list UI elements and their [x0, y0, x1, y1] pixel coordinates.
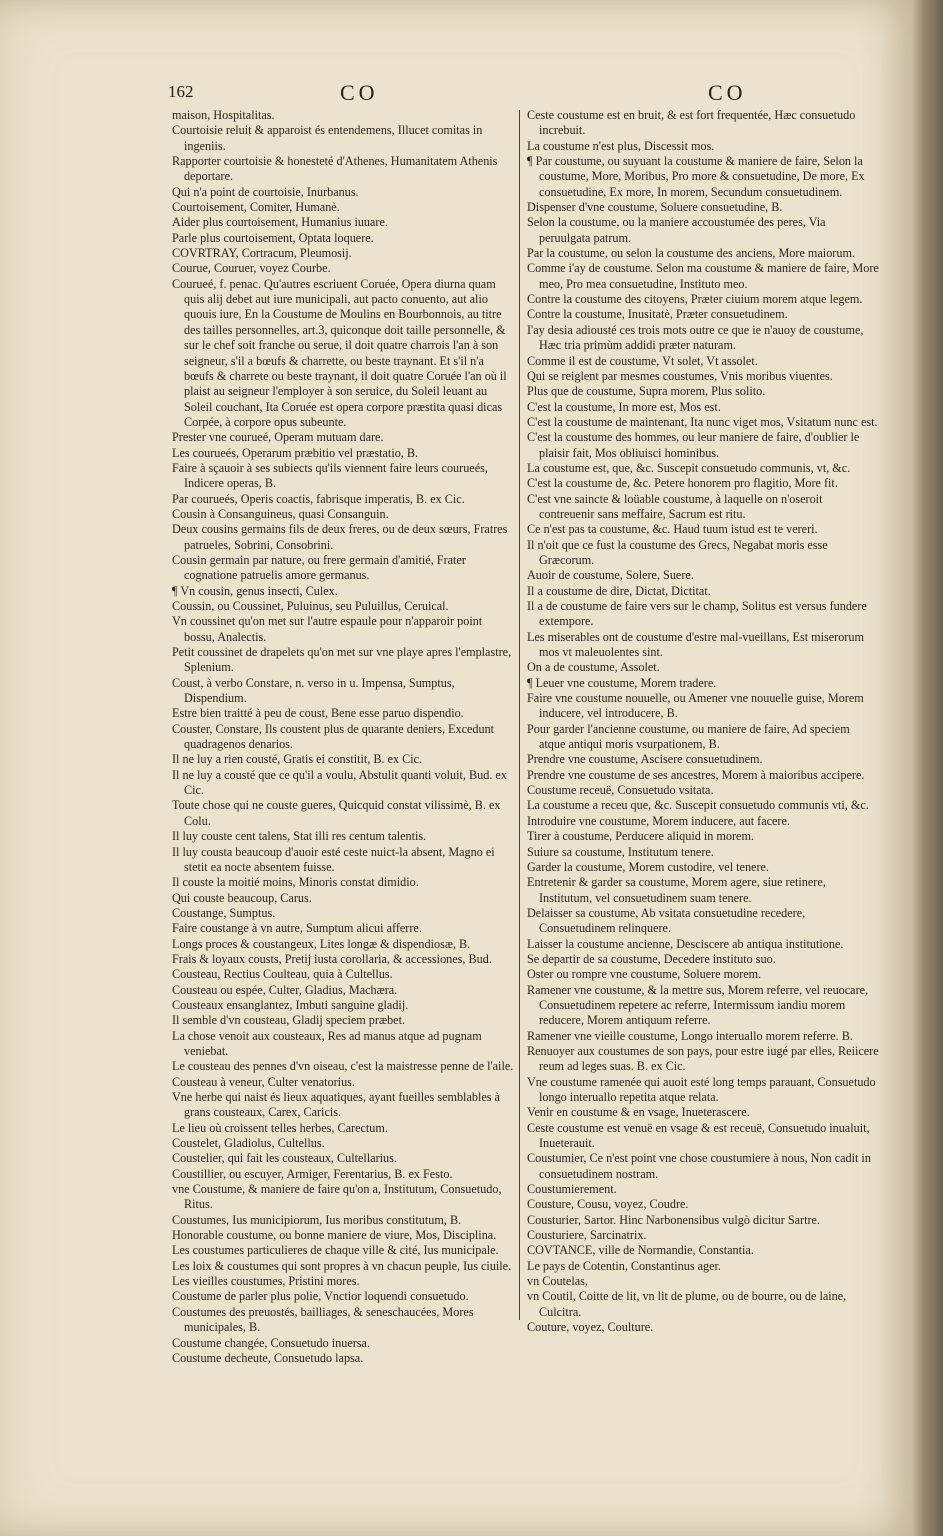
dictionary-entry: Cousin à Consanguineus, quasi Consanguin.	[172, 506, 389, 521]
dictionary-entry: Les vieilles coustumes, Pristini mores.	[172, 1274, 360, 1289]
dictionary-entry: Renuoyer aux coustumes de son pays, pour estre iugé par elles, Reiicere reum ad leges suas. B. ex Cic.	[527, 1043, 879, 1074]
dictionary-entry: Venir en coustume & en vsage, Inueterascere.	[527, 1105, 750, 1120]
dictionary-entry: Rapporter courtoisie & honesteté d'Athenes, Humanitatem Athenis deportare.	[172, 154, 498, 184]
page-header	[0, 82, 912, 110]
dictionary-entry: Cousin germain par nature, ou frere germain d'amitié, Frater cognatione patruelis amore germanus.	[172, 552, 466, 583]
dictionary-entry: Il semble d'vn cousteau, Gladij speciem præbet.	[172, 1013, 406, 1028]
dictionary-entry: Prendre vne coustume de ses ancestres, Morem à maioribus accipere.	[527, 767, 865, 782]
dictionary-entry: Il a de coustume de faire vers sur le champ, Solitus est versus fundere extempore.	[527, 599, 867, 629]
dictionary-entry: Faire à sçauoir à ses subiects qu'ils viennent faire leurs courueés, Indicere operas, B.	[172, 460, 488, 491]
dictionary-entry: Coustume receuë, Consuetudo vsitata.	[527, 783, 714, 798]
running-head-right: CO	[708, 80, 747, 105]
dictionary-entry: Courue, Couruer, voyez Courbe.	[172, 261, 331, 276]
dictionary-entry: Couture, voyez, Coulture.	[527, 1320, 654, 1335]
dictionary-entry: Cousteau ou espée, Culter, Gladius, Machæra.	[172, 982, 398, 997]
dictionary-entry: Ceste coustume est venuë en vsage & est receuë, Consuetudo inualuit, Inueterauit.	[527, 1120, 870, 1151]
dictionary-entry: Le cousteau des pennes d'vn oiseau, c'est la maistresse penne de l'aile.	[172, 1059, 514, 1074]
dictionary-entry: Oster ou rompre vne coustume, Soluere morem.	[527, 967, 762, 982]
dictionary-entry: Qui se reiglent par mesmes coustumes, Vnis moribus viuentes.	[527, 368, 833, 383]
dictionary-entry: Ce n'est pas ta coustume, &c. Haud tuum istud est te vereri.	[527, 522, 818, 537]
dictionary-entry: Ramener vne coustume, & la mettre sus, Morem referre, vel reuocare, Consuetudinem repetere ac referre, Intermissum iandiu morem reducere, Morem antiquum referre.	[527, 982, 869, 1028]
dictionary-entry: C'est la coustume, In more est, Mos est.	[527, 399, 721, 414]
dictionary-entry: Coustume de parler plus polie, Vnctior loquendi consuetudo.	[172, 1289, 469, 1304]
dictionary-entry: Les coustumes particulieres de chaque ville & cité, Ius municipale.	[172, 1243, 499, 1258]
dictionary-entry: La coustume n'est plus, Discessit mos.	[527, 138, 715, 153]
dictionary-entry: Par courueés, Operis coactis, fabrisque imperatis, B. ex Cic.	[172, 491, 465, 506]
dictionary-entry: Vne herbe qui naist és lieux aquatiques, ayant fueilles semblables à grans cousteaux, Carex, Caricis.	[172, 1090, 500, 1120]
right-column	[527, 108, 879, 1336]
dictionary-entry: ¶ Par coustume, ou suyuant la coustume & maniere de faire, Selon la coustume, More, Moribus, Pro more & consuetudine, De more, Ex consuetudine, Ex more, In morem, Secundum consuetudinem.	[527, 154, 865, 199]
dictionary-entry: Laisser la coustume ancienne, Desciscere ab antiqua institutione.	[527, 936, 844, 951]
dictionary-entry: Frais & loyaux cousts, Pretij iusta corollaria, & accessiones, Bud.	[172, 951, 492, 966]
dictionary-entry: Coustume decheute, Consuetudo lapsa.	[172, 1350, 364, 1365]
dictionary-entry: Qui n'a point de courtoisie, Inurbanus.	[172, 184, 359, 199]
dictionary-entry: Introduire vne coustume, Morem inducere, aut facere.	[527, 813, 790, 828]
column-divider	[519, 110, 520, 1320]
dictionary-entry: ¶ Leuer vne coustume, Morem tradere.	[527, 675, 717, 690]
dictionary-entry: vn Coutil, Coitte de lit, vn lit de plume, ou de bourre, ou de laine, Culcitra.	[527, 1289, 847, 1319]
dictionary-entry: La coustume a receu que, &c. Suscepit consuetudo communis vti, &c.	[527, 798, 869, 813]
dictionary-entry: Comme i'ay de coustume. Selon ma coustume & maniere de faire, More meo, Pro mea consuetudine, Instituto meo.	[527, 261, 879, 291]
dictionary-entry: Coustange, Sumptus.	[172, 905, 276, 920]
dictionary-entry: Prendre vne coustume, Ascisere consuetudinem.	[527, 752, 763, 767]
dictionary-entry: Delaisser sa coustume, Ab vsitata consuetudine recedere, Consuetudinem relinquere.	[527, 905, 806, 936]
dictionary-entry: vn Coutelas,	[527, 1274, 588, 1289]
dictionary-entry: Ceste coustume est en bruit, & est fort frequentée, Hæc consuetudo increbuit.	[527, 108, 856, 138]
dictionary-entry: Les loix & coustumes qui sont propres à vn chacun peuple, Ius ciuile.	[172, 1258, 512, 1273]
dictionary-entry: Courtoisement, Comiter, Humanè.	[172, 200, 340, 215]
dictionary-entry: Coust, à verbo Constare, n. verso in u. Impensa, Sumptus, Dispendium.	[172, 675, 455, 706]
dictionary-entry: Prester vne courueé, Operam mutuam dare.	[172, 430, 384, 445]
dictionary-entry: Coustumierement.	[527, 1182, 617, 1197]
dictionary-entry: I'ay desia adiousté ces trois mots outre ce que ie n'auoy de coustume, Hæc tria primùm addidi præter naturam.	[527, 322, 864, 353]
dictionary-entry: Tirer à coustume, Perducere aliquid in morem.	[527, 829, 754, 844]
dictionary-entry: Il couste la moitié moins, Minoris constat dimidio.	[172, 875, 419, 890]
dictionary-entry: Aider plus courtoisement, Humanius iuuare.	[172, 215, 388, 230]
dictionary-entry: Deux cousins germains fils de deux freres, ou de deux sœurs, Fratres patrueles, Sobrini, Consobrini.	[172, 522, 508, 552]
dictionary-entry: Honorable coustume, ou bonne maniere de viure, Mos, Disciplina.	[172, 1228, 497, 1243]
dictionary-entry: Longs proces & coustangeux, Lites longæ & dispendiosæ, B.	[172, 936, 471, 951]
dictionary-entry: COVRTRAY, Cortracum, Pleumosij.	[172, 246, 352, 261]
dictionary-entry: COVTANCE, ville de Normandie, Constantia.	[527, 1243, 754, 1258]
dictionary-entry: Parle plus courtoisement, Optata loquere.	[172, 230, 374, 245]
dictionary-entry: Il ne luy a rien cousté, Gratis ei constitit, B. ex Cic.	[172, 752, 423, 767]
dictionary-entry: Plus que de coustume, Supra morem, Plus solito.	[527, 384, 766, 399]
dictionary-entry: La coustume est, que, &c. Suscepit consuetudo communis, vt, &c.	[527, 460, 851, 475]
dictionary-entry: Cousteau, Rectius Coulteau, quia à Cultellus.	[172, 967, 393, 982]
dictionary-entry: La chose venoit aux cousteaux, Res ad manus atque ad pugnam veniebat.	[172, 1028, 482, 1058]
dictionary-entry: Il luy couste cent talens, Stat illi res centum talentis.	[172, 829, 427, 844]
dictionary-entry: Coussin, ou Coussinet, Puluinus, seu Puluillus, Ceruical.	[172, 599, 449, 613]
dictionary-entry: Coustumes, Ius municipiorum, Ius moribus constitutum, B.	[172, 1212, 462, 1227]
dictionary-entry: Selon la coustume, ou la maniere accoustumée des peres, Via peruulgata patrum.	[527, 215, 826, 245]
left-column	[172, 108, 514, 1366]
dictionary-entry: C'est vne saincte & loüable coustume, à laquelle on n'oseroit contreuenir sans meffaire, Sacrum est ritu.	[527, 491, 823, 521]
dictionary-entry: Cousteau à veneur, Culter venatorius.	[172, 1074, 355, 1089]
dictionary-entry: Cousturiere, Sarcinatrix.	[527, 1228, 647, 1243]
dictionary-entry: Garder la coustume, Morem custodire, vel tenere.	[527, 859, 769, 874]
dictionary-entry: C'est la coustume de, &c. Petere honorem pro flagitio, More fit.	[527, 476, 838, 491]
dictionary-entry: Les courueés, Operarum præbitio vel præstatio, B.	[172, 445, 419, 460]
dictionary-entry: Il a coustume de dire, Dictat, Dictitat.	[527, 583, 711, 598]
dictionary-entry: Faire coustange à vn autre, Sumptum alicui afferre.	[172, 921, 422, 936]
dictionary-entry: On a de coustume, Assolet.	[527, 660, 660, 675]
dictionary-entry: Contre la coustume des citoyens, Præter ciuium morem atque legem.	[527, 292, 863, 307]
dictionary-entry: maison, Hospitalitas.	[172, 108, 275, 122]
dictionary-entry: vne Coustume, & maniere de faire qu'on a, Institutum, Consuetudo, Ritus.	[172, 1182, 502, 1212]
dictionary-entry: Couster, Constare, Ils coustent plus de quarante deniers, Excedunt quadragenos denarios.	[172, 721, 495, 752]
dictionary-entry: Vne coustume ramenée qui auoit esté long temps parauant, Consuetudo longo interuallo repetita atque relata.	[527, 1074, 876, 1104]
dictionary-entry: ¶ Vn cousin, genus insecti, Culex.	[172, 583, 338, 598]
dictionary-entry: Toute chose qui ne couste gueres, Quicquid constat vilissimè, B. ex Colu.	[172, 798, 501, 828]
dictionary-entry: Cousture, Cousu, voyez, Coudre.	[527, 1197, 689, 1212]
dictionary-entry: Le lieu où croissent telles herbes, Carectum.	[172, 1120, 388, 1135]
dictionary-entry: Il n'oit que ce fust la coustume des Grecs, Negabat moris esse Græcorum.	[527, 537, 828, 567]
dictionary-entry: C'est la coustume des hommes, ou leur maniere de faire, d'oublier le plaisir fait, Mos obliuisci hominibus.	[527, 430, 860, 460]
dictionary-entry: Les miserables ont de coustume d'estre mal-vueillans, Est miserorum mos vt maleuolentes sint.	[527, 629, 864, 660]
dictionary-entry: Courueé, f. penac. Qu'autres escriuent Coruée, Opera diurna quam quis alij debet aut iure municipali, aut pacto conuento, aut alio quouis iure, En la Coustume de Moulins en Bourbonnois, au titre des tailles personnelles, art.3, quiconque doit taille personnelle, & sur le chef soit franche ou serue, il doit quatre charrois l'an à son seigneur, s'il a bœufs & charrette, ou beste traynant. Et s'il n'a bœufs & charrete ou beste traynant, il doit quatre Coruée l'an où il plaist au seigneur l'employer à son seruice, du Soleil leuant au Soleil couchant, Ita Coruée est opera corpore præstita quasi dicas Corpée, à corpore opus subeunte.	[172, 276, 507, 429]
dictionary-entry: Coustumes des preuostés, bailliages, & seneschaucées, Mores municipales, B.	[172, 1304, 474, 1335]
dictionary-entry: Le pays de Cotentin, Constantinus ager.	[527, 1258, 721, 1273]
dictionary-entry: Petit coussinet de drapelets qu'on met sur vne playe apres l'emplastre, Splenium.	[172, 645, 512, 675]
running-head-left: CO	[340, 80, 379, 105]
dictionary-entry: Par la coustume, ou selon la coustume des anciens, More maiorum.	[527, 246, 855, 261]
dictionary-entry: Ramener vne vieille coustume, Longo interuallo morem referre. B.	[527, 1028, 853, 1043]
dictionary-entry: Estre bien traitté à peu de coust, Bene esse paruo dispendio.	[172, 706, 464, 721]
dictionary-entry: Dispenser d'vne coustume, Soluere consuetudine, B.	[527, 200, 783, 215]
dictionary-entry: Cousturier, Sartor. Hinc Narbonensibus vulgò dicitur Sartre.	[527, 1212, 820, 1227]
dictionary-entry: Qui couste beaucoup, Carus.	[172, 890, 312, 905]
dictionary-entry: Coustumier, Ce n'est point vne chose coustumiere à nous, Non cadit in consuetudinem nostram.	[527, 1151, 871, 1181]
dictionary-entry: Il luy cousta beaucoup d'auoir esté ceste nuict-la absent, Magno ei stetit ea nocte absentem fuisse.	[172, 844, 495, 874]
dictionary-entry: Entretenir & garder sa coustume, Morem agere, siue retinere, Institutum, vel consuetudinem suam tenere.	[527, 875, 826, 905]
dictionary-entry: Vn coussinet qu'on met sur l'autre espaule pour n'apparoir point bossu, Analectis.	[172, 614, 483, 644]
dictionary-entry: Cousteaux ensanglantez, Imbuti sanguine gladij.	[172, 997, 409, 1012]
page-edge	[912, 0, 943, 1536]
dictionary-entry: Contre la coustume, Inusitatè, Præter consuetudinem.	[527, 307, 788, 322]
dictionary-entry: Courtoisie reluit & apparoist és entendemens, Illucet comitas in ingeniis.	[172, 123, 483, 153]
dictionary-entry: Coustelet, Gladiolus, Cultellus.	[172, 1136, 325, 1151]
dictionary-entry: Coustillier, ou escuyer, Armiger, Ferentarius, B. ex Festo.	[172, 1166, 453, 1181]
dictionary-entry: Se departir de sa coustume, Decedere instituto suo.	[527, 951, 776, 966]
dictionary-entry: Pour garder l'ancienne coustume, ou maniere de faire, Ad speciem atque antiqui moris vsurpationem, B.	[527, 721, 850, 752]
dictionary-entry: Il ne luy a cousté que ce qu'il a voulu, Abstulit quanti voluit, Bud. ex Cic.	[172, 767, 507, 798]
dictionary-entry: Auoir de coustume, Solere, Suere.	[527, 568, 694, 583]
dictionary-entry: Faire vne coustume nouuelle, ou Amener vne nouuelle guise, Morem inducere, vel introducere, B.	[527, 691, 864, 721]
dictionary-entry: Comme il est de coustume, Vt solet, Vt assolet.	[527, 353, 758, 368]
dictionary-entry: Coustume changée, Consuetudo inuersa.	[172, 1335, 371, 1350]
dictionary-entry: Suiure sa coustume, Institutum tenere.	[527, 844, 714, 859]
page-number: 162	[168, 82, 194, 101]
dictionary-entry: C'est la coustume de maintenant, Ita nunc viget mos, Vsitatum nunc est.	[527, 414, 878, 429]
dictionary-entry: Coustelier, qui fait les cousteaux, Cultellarius.	[172, 1151, 397, 1166]
